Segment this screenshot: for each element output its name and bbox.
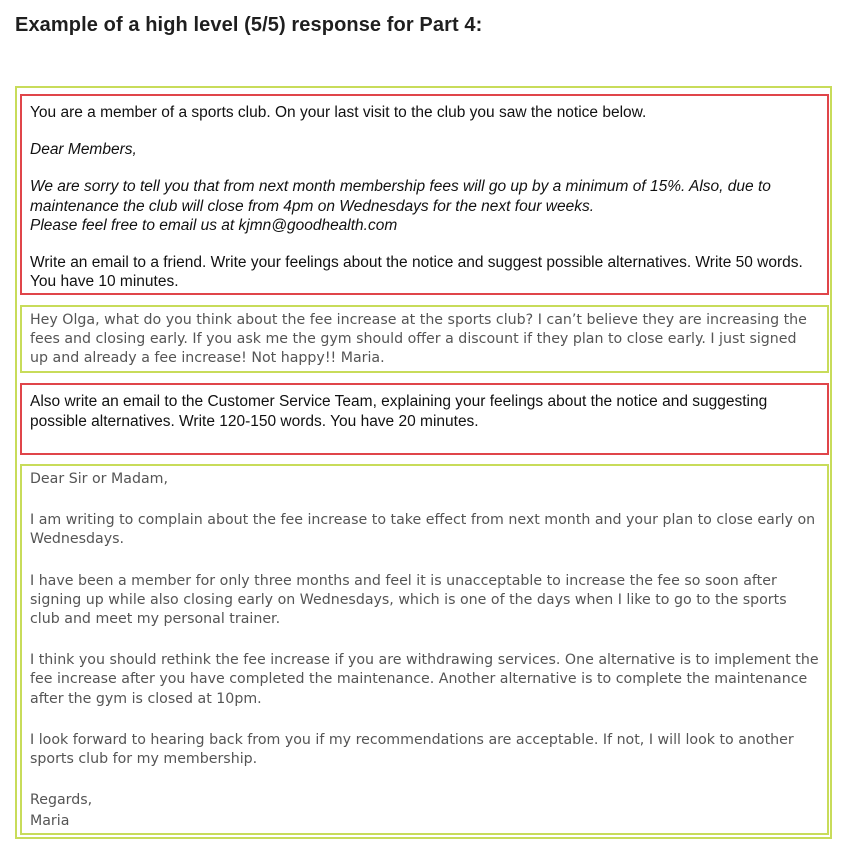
response2-box xyxy=(20,464,829,835)
task1-instruction: Write an email to a friend. Write your feelings about the notice and suggest possible alternatives. Write 50 words. You have 10 minutes. xyxy=(30,253,803,290)
task1-prompt-box xyxy=(20,94,829,295)
response2-closing: Regards, xyxy=(30,792,93,809)
response2-paragraph-4: I look forward to hearing back from you if my recommendations are acceptable. If not, I will look to another sports club for my membership. xyxy=(30,731,794,768)
response2-signature: Maria xyxy=(30,813,70,830)
response1-text: Hey Olga, what do you think about the fee increase at the sports club? I can’t believe they are increasing the fees and closing early. If you ask me the gym should offer a discount if they plan to close early. I just signed up and already a fee increase! Not happy!! Maria. xyxy=(30,312,807,367)
response2-greeting: Dear Sir or Madam, xyxy=(30,471,168,487)
page-heading: Example of a high level (5/5) response for Part 4: xyxy=(15,14,483,36)
response1-box xyxy=(20,305,829,373)
task1-intro: You are a member of a sports club. On your last visit to the club you saw the notice below. xyxy=(30,104,647,121)
task2-prompt-box xyxy=(20,383,829,455)
notice-greeting: Dear Members, xyxy=(30,140,137,158)
response2-paragraph-3: I think you should rethink the fee increase if you are withdrawing services. One alternative is to implement the fee increase after you have completed the maintenance. Another alternative is to complete the maintenance after the gym is closed at 10pm. xyxy=(30,652,819,707)
response2-paragraph-1: I am writing to complain about the fee increase to take effect from next month and your plan to close early on Wednesdays. xyxy=(30,512,816,548)
notice-body: We are sorry to tell you that from next month membership fees will go up by a minimum of 15%. Also, due to maintenance the club will close from 4pm on Wednesdays for the next four weeks. xyxy=(30,178,771,215)
task2-instruction: Also write an email to the Customer Service Team, explaining your feelings about the notice and suggesting possible alternatives. Write 120-150 words. You have 20 minutes. xyxy=(30,393,768,430)
notice-contact: Please feel free to email us at kjmn@goodhealth.com xyxy=(30,217,398,234)
response2-paragraph-2: I have been a member for only three months and feel it is unacceptable to increase the fee so soon after signing up while also closing early on Wednesdays, which is one of the days when I like to go to the sports club and meet my personal trainer. xyxy=(30,572,787,628)
